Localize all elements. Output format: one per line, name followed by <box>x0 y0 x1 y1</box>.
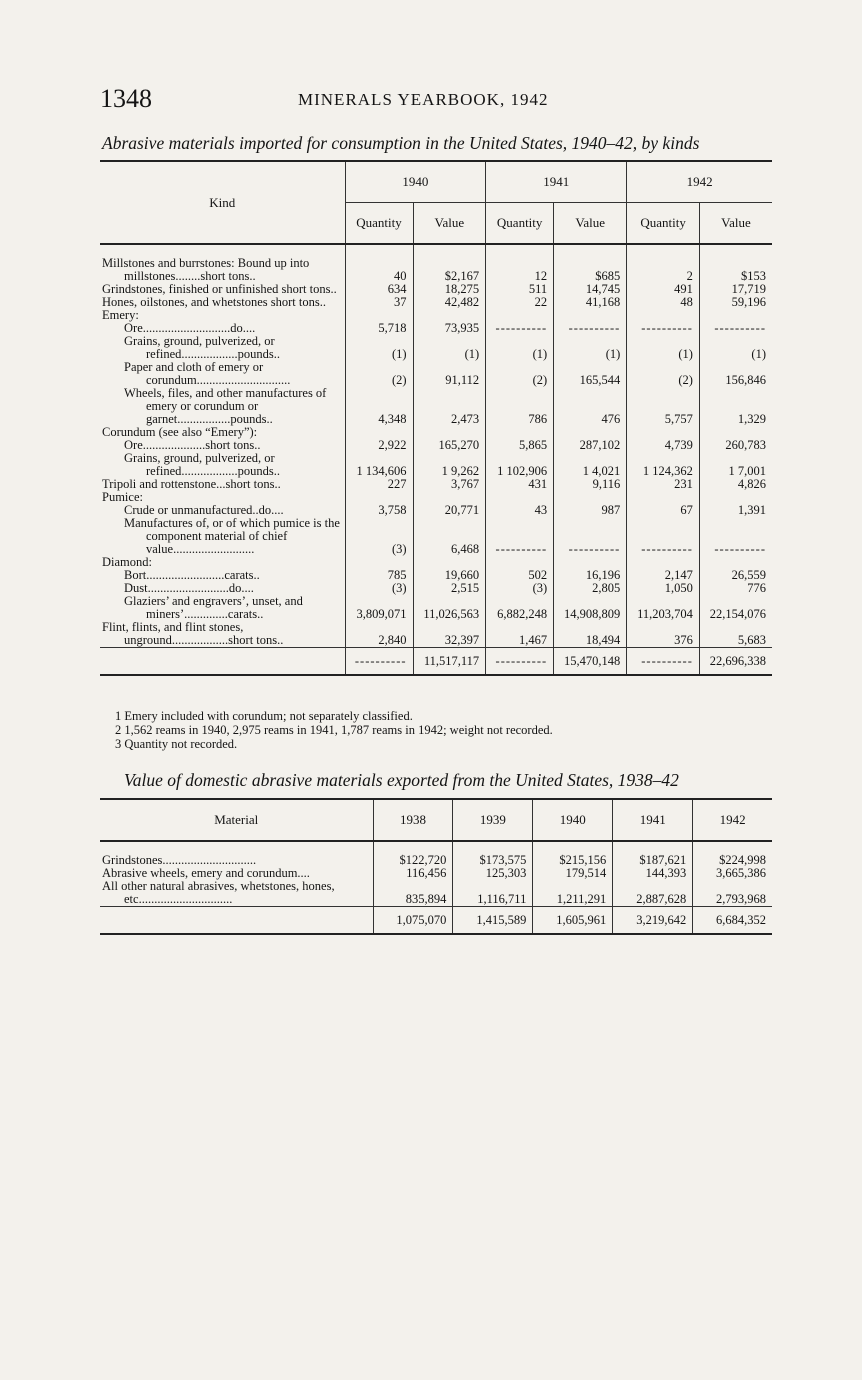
table-cell: 2,473 <box>413 387 486 426</box>
quantity-header: Quantity <box>627 203 700 245</box>
table-cell: 1,391 <box>699 504 772 517</box>
value-header: Value <box>554 203 627 245</box>
table-cell: 491 <box>627 283 700 296</box>
table-cell: ---------- <box>699 517 772 556</box>
table-cell: 6,468 <box>413 517 486 556</box>
table-cell: 3,758 <box>345 504 413 517</box>
table-cell: 231 <box>627 478 700 491</box>
table-cell: 5,757 <box>627 387 700 426</box>
row-label: Ore............................do.... <box>124 321 256 335</box>
table-cell: 1,050 <box>627 582 700 595</box>
row-label: Millstones and burrstones: Bound up into millstones........short tons.. <box>102 256 310 283</box>
table-row <box>100 452 772 478</box>
table-cell: 511 <box>486 283 554 296</box>
total-cell: 1,415,589 <box>453 907 533 935</box>
table-cell: 2,793,968 <box>693 880 772 907</box>
table-cell: 2 <box>627 257 700 283</box>
table-cell: (3) <box>345 582 413 595</box>
table-row <box>100 361 772 387</box>
table-cell: ---------- <box>627 322 700 335</box>
kind-header: Kind <box>100 161 345 244</box>
table-cell: 1,116,711 <box>453 880 533 907</box>
total-cell: 6,684,352 <box>693 907 772 935</box>
quantity-header: Quantity <box>345 203 413 245</box>
table-cell: 165,270 <box>413 439 486 452</box>
table-cell: 14,745 <box>554 283 627 296</box>
table-row <box>100 335 772 361</box>
year-header-1938: 1938 <box>373 799 453 841</box>
table-cell: 227 <box>345 478 413 491</box>
table-cell: 43 <box>486 504 554 517</box>
exports-table-body <box>100 841 772 934</box>
table-cell: 785 <box>345 569 413 582</box>
total-cell: 15,470,148 <box>554 648 627 676</box>
row-label: Abrasive wheels, emery and corundum.... <box>102 866 310 880</box>
row-label: Pumice: <box>102 490 143 504</box>
footnote: 3 Quantity not recorded. <box>115 737 238 751</box>
row-label: Hones, oilstones, and whetstones short tons.. <box>102 295 326 309</box>
table-row <box>100 595 772 621</box>
material-header: Material <box>100 799 373 841</box>
table-cell: 4,739 <box>627 439 700 452</box>
table-cell: 2,515 <box>413 582 486 595</box>
table-cell: 40 <box>345 257 413 283</box>
table-cell: (2) <box>486 361 554 387</box>
total-row <box>100 648 772 676</box>
table-cell: 5,718 <box>345 322 413 335</box>
table-cell: 116,456 <box>373 867 453 880</box>
table-cell: (1) <box>554 335 627 361</box>
exports-table <box>100 798 772 935</box>
table-cell: 125,303 <box>453 867 533 880</box>
table-cell: 42,482 <box>413 296 486 309</box>
table-cell: (1) <box>345 335 413 361</box>
value-header: Value <box>413 203 486 245</box>
table-cell: 2,922 <box>345 439 413 452</box>
table-cell: 1 9,262 <box>413 452 486 478</box>
table-cell: 786 <box>486 387 554 426</box>
table-cell: (2) <box>345 361 413 387</box>
total-cell: ---------- <box>345 648 413 676</box>
total-cell: 3,219,642 <box>613 907 693 935</box>
footnote: 2 1,562 reams in 1940, 2,975 reams in 1941, 1,787 reams in 1942; weight not recorded. <box>115 723 553 737</box>
table-cell: 91,112 <box>413 361 486 387</box>
table-cell: ---------- <box>554 517 627 556</box>
row-label: Ore....................short tons.. <box>124 438 261 452</box>
table-cell: $2,167 <box>413 257 486 283</box>
row-label: Diamond: <box>102 555 152 569</box>
table-cell: 431 <box>486 478 554 491</box>
row-label: Paper and cloth of emery or corundum.............................. <box>124 360 291 387</box>
table-cell: 987 <box>554 504 627 517</box>
table-cell: (1) <box>627 335 700 361</box>
table-cell: 48 <box>627 296 700 309</box>
row-label: Grindstones.............................. <box>102 853 257 867</box>
imports-table <box>100 160 772 676</box>
table-cell: 9,116 <box>554 478 627 491</box>
table-cell: 1 4,021 <box>554 452 627 478</box>
footnote: 1 Emery included with corundum; not separately classified. <box>115 709 413 723</box>
table-cell: (3) <box>345 517 413 556</box>
row-label: Bort.........................carats.. <box>124 568 260 582</box>
table-cell: 2,840 <box>345 621 413 648</box>
table-row <box>100 296 772 309</box>
table-cell: 5,683 <box>699 621 772 648</box>
table-cell: (1) <box>486 335 554 361</box>
year-header-1942: 1942 <box>693 799 772 841</box>
table-cell: 67 <box>627 504 700 517</box>
table-cell: 16,196 <box>554 569 627 582</box>
total-cell: ---------- <box>486 648 554 676</box>
row-label: Grains, ground, pulverized, or refined..................pounds.. <box>124 334 281 361</box>
table-cell: 4,348 <box>345 387 413 426</box>
table-cell: 37 <box>345 296 413 309</box>
total-cell: 1,605,961 <box>533 907 613 935</box>
table-row <box>100 621 772 648</box>
table-cell: 634 <box>345 283 413 296</box>
table-cell: ---------- <box>699 322 772 335</box>
table-cell: 776 <box>699 582 772 595</box>
row-label: Tripoli and rottenstone...short tons.. <box>102 477 281 491</box>
table-cell: 3,809,071 <box>345 595 413 621</box>
table-cell: 22 <box>486 296 554 309</box>
table-cell: (3) <box>486 582 554 595</box>
table-cell: 11,026,563 <box>413 595 486 621</box>
table-row <box>100 257 772 283</box>
table-cell: 1 124,362 <box>627 452 700 478</box>
table-cell: 1,211,291 <box>533 880 613 907</box>
footnotes <box>115 709 553 751</box>
table-cell: 287,102 <box>554 439 627 452</box>
year-header-1939: 1939 <box>453 799 533 841</box>
table-cell: 476 <box>554 387 627 426</box>
table-cell: 1,467 <box>486 621 554 648</box>
row-label: Crude or unmanufactured..do.... <box>124 503 284 517</box>
table-cell: $215,156 <box>533 854 613 867</box>
table-cell: 26,559 <box>699 569 772 582</box>
table-cell: 11,203,704 <box>627 595 700 621</box>
table-cell: 18,275 <box>413 283 486 296</box>
row-label: Manufactures of, or of which pumice is the component material of chief value.......................... <box>124 516 340 556</box>
total-row <box>100 907 772 935</box>
row-label: Flint, flints, and flint stones, unground..................short tons.. <box>102 620 284 647</box>
table-cell: 5,865 <box>486 439 554 452</box>
exports-table-caption: Value of domestic abrasive materials exported from the United States, 1938–42 <box>124 770 679 790</box>
page-header <box>100 84 772 114</box>
table-cell: 4,826 <box>699 478 772 491</box>
table-cell: 1 102,906 <box>486 452 554 478</box>
row-label: Dust..........................do.... <box>124 581 254 595</box>
table-cell: ---------- <box>486 517 554 556</box>
table-cell: 144,393 <box>613 867 693 880</box>
table-row <box>100 880 772 907</box>
imports-table-body <box>100 244 772 675</box>
table-cell: ---------- <box>554 322 627 335</box>
row-label: All other natural abrasives, whetstones, hones, etc.............................. <box>102 879 335 906</box>
table-cell: 3,665,386 <box>693 867 772 880</box>
table-cell: 1 7,001 <box>699 452 772 478</box>
table-cell: 14,908,809 <box>554 595 627 621</box>
table-cell: 59,196 <box>699 296 772 309</box>
table-cell: 32,397 <box>413 621 486 648</box>
table-cell: 2,147 <box>627 569 700 582</box>
table-row <box>100 387 772 426</box>
table-cell: $685 <box>554 257 627 283</box>
total-cell: 22,696,338 <box>699 648 772 676</box>
table-cell: $224,998 <box>693 854 772 867</box>
page-number: 1348 <box>100 84 152 113</box>
table-cell: 179,514 <box>533 867 613 880</box>
table-cell: 2,805 <box>554 582 627 595</box>
table-cell: (1) <box>699 335 772 361</box>
table-cell: (2) <box>627 361 700 387</box>
year-header-1941: 1941 <box>613 799 693 841</box>
table-cell: 165,544 <box>554 361 627 387</box>
value-header: Value <box>699 203 772 245</box>
imports-table-caption: Abrasive materials imported for consumption in the United States, 1940–42, by kinds <box>102 133 700 153</box>
year-header-1941: 1941 <box>486 161 627 203</box>
table-cell: 20,771 <box>413 504 486 517</box>
row-label: Grindstones, finished or unfinished short tons.. <box>102 282 337 296</box>
total-cell: 11,517,117 <box>413 648 486 676</box>
table-cell: $173,575 <box>453 854 533 867</box>
row-label: Emery: <box>102 308 139 322</box>
quantity-header: Quantity <box>486 203 554 245</box>
table-cell: 835,894 <box>373 880 453 907</box>
table-cell: 22,154,076 <box>699 595 772 621</box>
table-cell: 41,168 <box>554 296 627 309</box>
table-cell: $153 <box>699 257 772 283</box>
table-cell: (1) <box>413 335 486 361</box>
row-label: Wheels, files, and other manufactures of emery or corundum or garnet.................pounds.. <box>124 386 327 426</box>
table-row <box>100 517 772 556</box>
table-row <box>100 478 772 491</box>
year-header-1942: 1942 <box>627 161 772 203</box>
table-cell: 260,783 <box>699 439 772 452</box>
table-cell: 12 <box>486 257 554 283</box>
year-header-1940: 1940 <box>345 161 486 203</box>
table-cell: 1,329 <box>699 387 772 426</box>
table-cell: 502 <box>486 569 554 582</box>
row-label: Grains, ground, pulverized, or refined..................pounds.. <box>124 451 281 478</box>
table-cell: 156,846 <box>699 361 772 387</box>
table-cell: 19,660 <box>413 569 486 582</box>
table-cell: $122,720 <box>373 854 453 867</box>
total-cell: 1,075,070 <box>373 907 453 935</box>
table-cell: ---------- <box>486 322 554 335</box>
table-cell: 73,935 <box>413 322 486 335</box>
table-cell: 18,494 <box>554 621 627 648</box>
table-cell: 1 134,606 <box>345 452 413 478</box>
table-cell: 2,887,628 <box>613 880 693 907</box>
total-cell: ---------- <box>627 648 700 676</box>
row-label: Glaziers’ and engravers’, unset, and miners’..............carats.. <box>124 594 303 621</box>
table-cell: 17,719 <box>699 283 772 296</box>
year-header-1940: 1940 <box>533 799 613 841</box>
running-title: MINERALS YEARBOOK, 1942 <box>298 90 549 109</box>
row-label: Corundum (see also “Emery”): <box>102 425 258 439</box>
table-cell: 376 <box>627 621 700 648</box>
table-cell: $187,621 <box>613 854 693 867</box>
table-cell: 3,767 <box>413 478 486 491</box>
table-cell: 6,882,248 <box>486 595 554 621</box>
table-cell: ---------- <box>627 517 700 556</box>
